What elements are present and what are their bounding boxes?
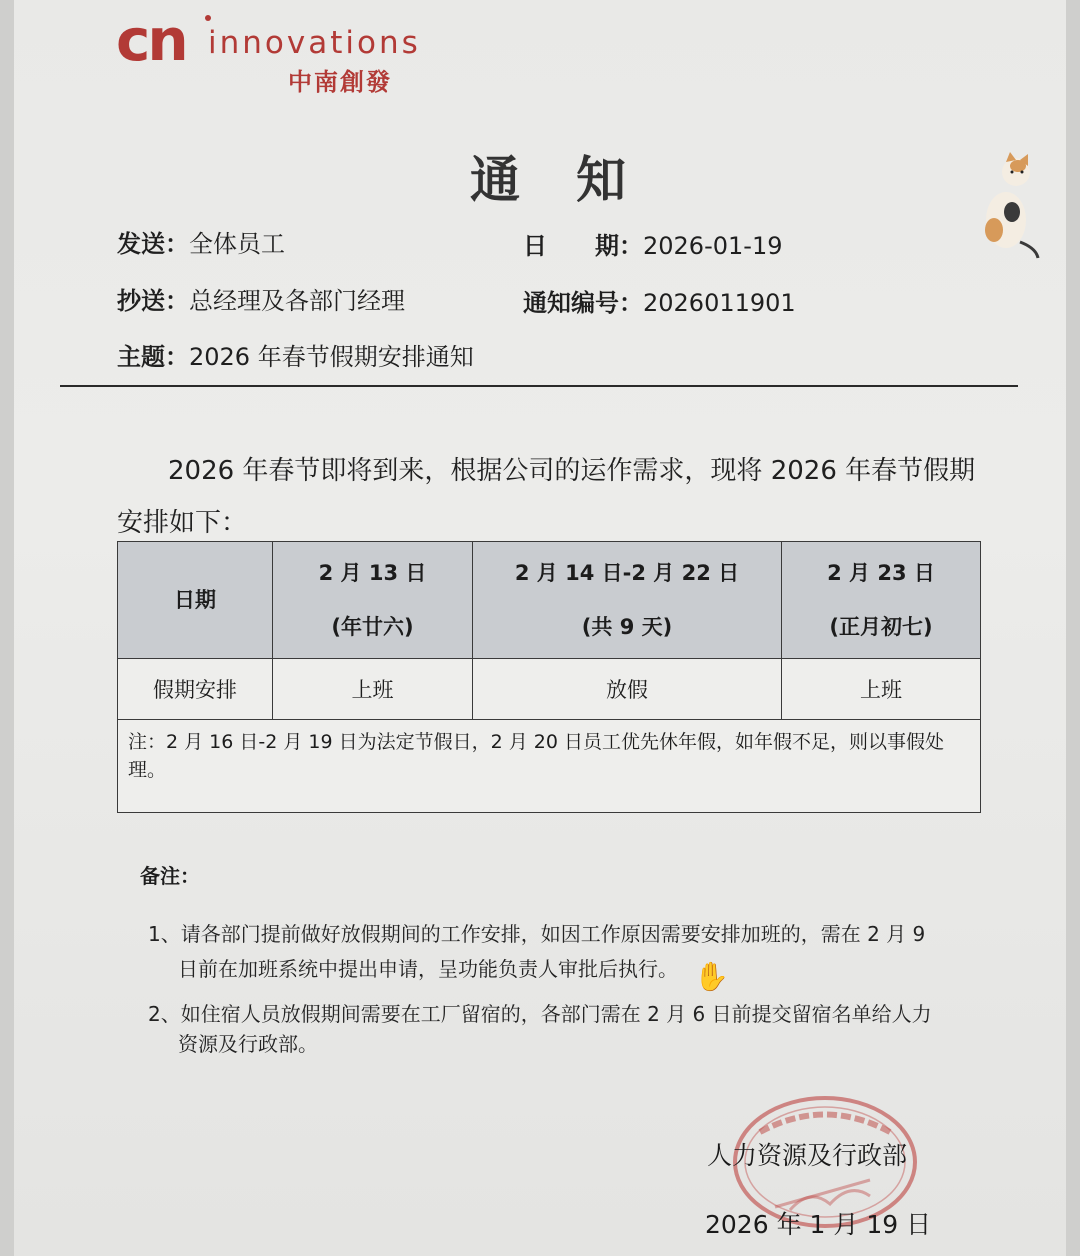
remark-1-line-2: 日前在加班系统中提出申请，呈功能负责人审批后执行。 [178, 957, 678, 981]
page-title: 通知 [470, 151, 682, 209]
intro-line-1: 2026 年春节即将到来，根据公司的运作需求，现将 2026 年春节假期 [168, 456, 976, 486]
header-col2-days: (共 9 天) [581, 615, 673, 639]
header-col1-date: 2 月 13 日 [318, 561, 427, 585]
cc-value: 总经理及各部门经理 [189, 287, 405, 315]
row-label-cell: 假期安排 [118, 659, 273, 720]
header-col3-lunar: (正月初七) [829, 615, 933, 639]
table-header-cell [273, 542, 473, 659]
holiday-schedule-table [117, 541, 981, 813]
notice-number-value: 2026011901 [643, 289, 796, 317]
table-cell: 上班 [273, 659, 473, 720]
recipient-label: 发送： [117, 230, 189, 258]
signature-date: 2026 年 1 月 19 日 [705, 1210, 932, 1239]
header-col2-date: 2 月 14 日-2 月 22 日 [514, 561, 740, 585]
subject-field [117, 337, 474, 372]
table-note: 注：2 月 16 日-2 月 19 日为法定节假日，2 月 20 日员工优先休年假，如年假不足，则以事假处理。 [118, 720, 981, 813]
header-col1-lunar: (年廿六) [331, 615, 414, 639]
logo-wordmark: innovations [208, 25, 421, 61]
table-note-row [118, 720, 981, 813]
table-header-row [118, 542, 981, 659]
date-value: 2026-01-19 [643, 232, 783, 260]
remarks-heading: 备注： [140, 864, 200, 888]
header-divider [60, 385, 1018, 387]
remark-1-line-1: 1、请各部门提前做好放假期间的工作安排，如因工作原因需要安排加班的，需在 2 月 9 [148, 922, 926, 946]
hand-cursor-icon: ✋ [694, 960, 729, 993]
intro-line-2: 安排如下： [117, 508, 248, 538]
table-cell: 放假 [473, 659, 782, 720]
table-row [118, 659, 981, 720]
logo-chinese-name: 中南創發 [288, 68, 392, 96]
recipient-value: 全体员工 [189, 230, 285, 258]
signature-department: 人力资源及行政部 [707, 1141, 908, 1170]
remark-2-line-1: 2、如住宿人员放假期间需要在工厂留宿的，各部门需在 2 月 6 日前提交留宿名单给人力 [148, 1002, 932, 1026]
cat-sticker-icon [972, 150, 1042, 260]
logo-dot [205, 15, 211, 21]
subject-value: 2026 年春节假期安排通知 [189, 343, 474, 371]
table-header-cell [118, 542, 273, 659]
subject-label: 主题： [117, 343, 189, 371]
cc-field [117, 281, 405, 316]
header-col3-date: 2 月 23 日 [827, 561, 935, 585]
header-date-label: 日期 [174, 588, 216, 612]
table-header-cell [473, 542, 782, 659]
date-field [523, 226, 782, 261]
notice-number-label: 通知编号： [523, 289, 643, 317]
table-header-cell [782, 542, 981, 659]
table-cell: 上班 [782, 659, 981, 720]
remark-2-line-2: 资源及行政部。 [178, 1032, 318, 1056]
notice-number-field [523, 283, 796, 318]
recipient-field [117, 224, 285, 259]
cc-label: 抄送： [117, 287, 189, 315]
logo-cn: cn [116, 6, 186, 74]
date-label: 日 期： [523, 232, 643, 260]
